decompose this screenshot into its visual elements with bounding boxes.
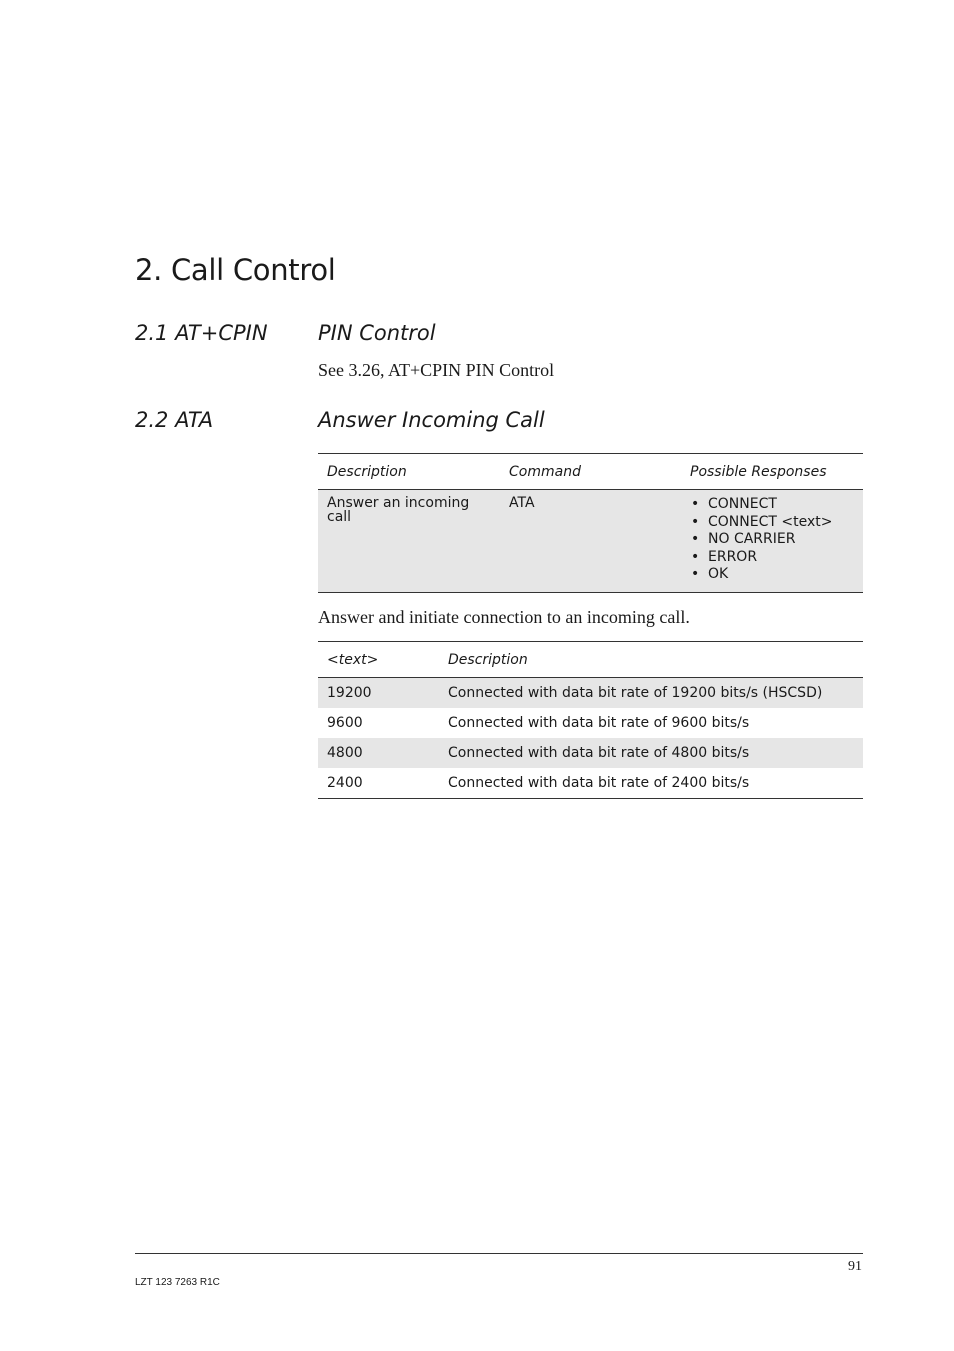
row-responses [681, 490, 863, 593]
text-table-header [318, 642, 863, 678]
command-table [318, 453, 863, 593]
rate-description: Connected with data bit rate of 19200 bits/s (HSCSD) [448, 685, 823, 701]
header-description: Description [439, 642, 863, 678]
chapter-title: 2. Call Control [135, 253, 336, 287]
section-2-2-text: Answer and initiate connection to an incoming call. [318, 607, 690, 627]
rate-value: 4800 [327, 745, 363, 761]
response-item: • CONNECT <text> [690, 514, 854, 532]
response-item: • CONNECT [690, 496, 854, 514]
command-table-header [318, 454, 863, 490]
header-command: Command [500, 454, 681, 490]
section-title-answer-incoming-call: Answer Incoming Call [318, 408, 545, 432]
table-row [318, 678, 863, 709]
table-row [318, 708, 863, 738]
header-possible-responses: Possible Responses [681, 454, 863, 490]
rate-description: Connected with data bit rate of 9600 bits/s [448, 715, 750, 731]
section-2-1-text: See 3.26, AT+CPIN PIN Control [318, 360, 555, 380]
text-values-table [318, 641, 863, 799]
row-command: ATA [500, 490, 681, 593]
header-description: Description [318, 454, 500, 490]
row-description: Answer an incoming call [318, 490, 500, 593]
section-number-2-1: 2.1 AT+CPIN [135, 321, 268, 345]
document-id: LZT 123 7263 R1C [135, 1277, 220, 1288]
table-row [318, 738, 863, 768]
footer-divider [135, 1253, 863, 1254]
page-number: 91 [848, 1259, 862, 1274]
table-row [318, 768, 863, 799]
rate-description: Connected with data bit rate of 4800 bits/s [448, 745, 750, 761]
response-item: • OK [690, 566, 854, 584]
rate-value: 19200 [327, 685, 372, 701]
response-item: • ERROR [690, 549, 854, 567]
rate-value: 2400 [318, 768, 439, 799]
responses-list [690, 496, 854, 584]
header-text: <text> [318, 642, 439, 678]
rate-description: Connected with data bit rate of 2400 bits/s [439, 768, 863, 799]
section-title-pin-control: PIN Control [318, 321, 436, 345]
command-table-row [318, 490, 863, 593]
response-item: • NO CARRIER [690, 531, 854, 549]
section-number-2-2: 2.2 ATA [135, 408, 214, 432]
rate-value: 9600 [327, 715, 363, 731]
